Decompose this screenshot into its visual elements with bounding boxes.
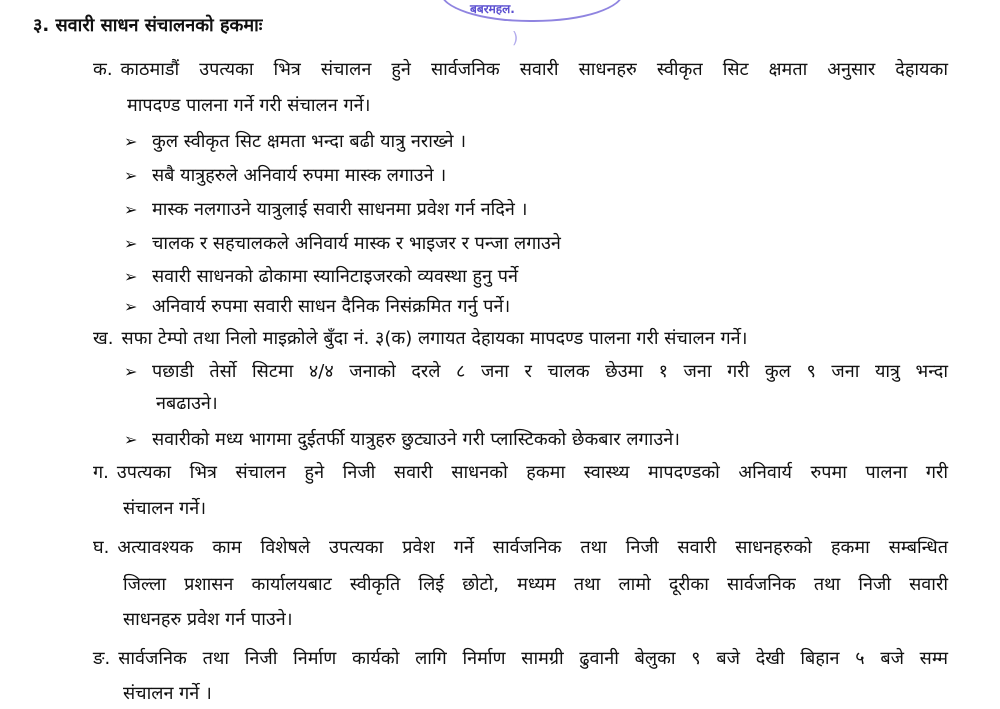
item-ka-line1 [93,58,948,82]
ka-bullet-6-text: अनिवार्य रुपमा सवारी साधन दैनिक निसंक्रमित गर्नु पर्ने। [152,296,511,317]
arrow-bullet-icon: ➢ [124,234,138,253]
arrow-bullet-icon: ➢ [124,132,138,151]
item-nga-line1 [93,647,948,671]
section-title: सवारी साधन संचालनको हकमाः [55,15,263,36]
item-ka-marker: क. [93,59,113,80]
item-gha-line1 [93,536,948,560]
ka-bullet-4 [124,232,561,256]
kha-bullet-1 [124,360,948,384]
item-ga-line1 [93,461,948,485]
ka-bullet-5-text: सवारी साधनको ढोकामा स्यानिटाइजरको व्यवस्था हुनु पर्ने [152,266,518,287]
arrow-bullet-icon: ➢ [124,267,138,286]
kha-bullet-1-line2: नबढाउने। [156,393,218,414]
arrow-bullet-icon: ➢ [124,430,138,449]
ka-bullet-2 [124,164,446,188]
kha-bullet-2-text: सवारीको मध्य भागमा दुईतर्फी यात्रुहरु छुट्याउने गरी प्लास्टिकको छेकबार लगाउने। [152,429,681,450]
item-ga-marker: ग. [93,462,109,483]
arrow-bullet-icon: ➢ [124,200,138,219]
arrow-bullet-icon: ➢ [124,297,138,316]
item-gha-line3: साधनहरु प्रवेश गर्न पाउने। [123,609,293,630]
section-heading [33,14,262,38]
stamp-outline [440,0,624,22]
item-kha [93,327,747,351]
item-gha-text-1: अत्यावश्यक काम विशेषले उपत्यका प्रवेश गर्ने सार्वजनिक तथा निजी सवारी साधनहरुको हकमा सम्बन्धित [117,537,948,558]
item-ka-text-1: काठमाडौं उपत्यका भित्र संचालन हुने सार्वजनिक सवारी साधनहरु स्वीकृत सिट क्षमता अनुसार देहायका [120,59,948,80]
ka-bullet-1 [124,130,466,154]
kha-bullet-1-text: पछाडी तेर्सो सिटमा ४/४ जनाको दरले ८ जना र चालक छेउमा १ जना गरी कुल ९ जना यात्रु भन्दा [152,361,948,382]
ka-bullet-3 [124,198,527,222]
item-ga-text-1: उपत्यका भित्र संचालन हुने निजी सवारी साधनको हकमा स्वास्थ्य मापदण्डको अनिवार्य रुपमा पालना गरी [116,462,948,483]
item-kha-text: सफा टेम्पो तथा निलो माइक्रोले बुँदा नं. ३(क) लगायत देहायका मापदण्ड पालना गरी संचालन गर्ने। [121,328,748,349]
ka-bullet-5 [124,265,518,289]
ka-bullet-4-text: चालक र सहचालकले अनिवार्य मास्क र भाइजर र पन्जा लगाउने [152,233,561,254]
item-gha-line2: जिल्ला प्रशासन कार्यालयबाट स्वीकृति लिई छोटो, मध्यम तथा लामो दूरीका सार्वजनिक तथा निजी सवारी [123,574,948,595]
section-number: ३. [33,15,50,36]
item-ka-line2: मापदण्ड पालना गर्ने गरी संचालन गर्ने। [127,95,371,116]
item-ga-line2: संचालन गर्ने। [123,498,207,519]
ka-bullet-6 [124,295,510,319]
ka-bullet-1-text: कुल स्वीकृत सिट क्षमता भन्दा बढी यात्रु नराख्ने । [152,131,467,152]
stamp-text: बबरमहल. [470,2,515,16]
item-gha-marker: घ. [93,537,110,558]
kha-bullet-2 [124,428,680,452]
item-kha-marker: ख. [93,328,114,349]
arrow-bullet-icon: ➢ [124,362,138,381]
item-nga-marker: ङ. [93,648,111,669]
item-nga-text-1: सार्वजनिक तथा निजी निर्माण कार्यको लागि निर्माण सामग्री ढुवानी बेलुका ९ बजे देखी बिहान ५ बजे सम्म [118,648,948,669]
arrow-bullet-icon: ➢ [124,166,138,185]
stamp-mark: ) [512,28,519,47]
ka-bullet-3-text: मास्क नलगाउने यात्रुलाई सवारी साधनमा प्रवेश गर्न नदिने । [152,199,528,220]
ka-bullet-2-text: सबै यात्रुहरुले अनिवार्य रुपमा मास्क लगाउने । [152,165,447,186]
item-nga-line2: संचालन गर्ने । [123,683,212,704]
